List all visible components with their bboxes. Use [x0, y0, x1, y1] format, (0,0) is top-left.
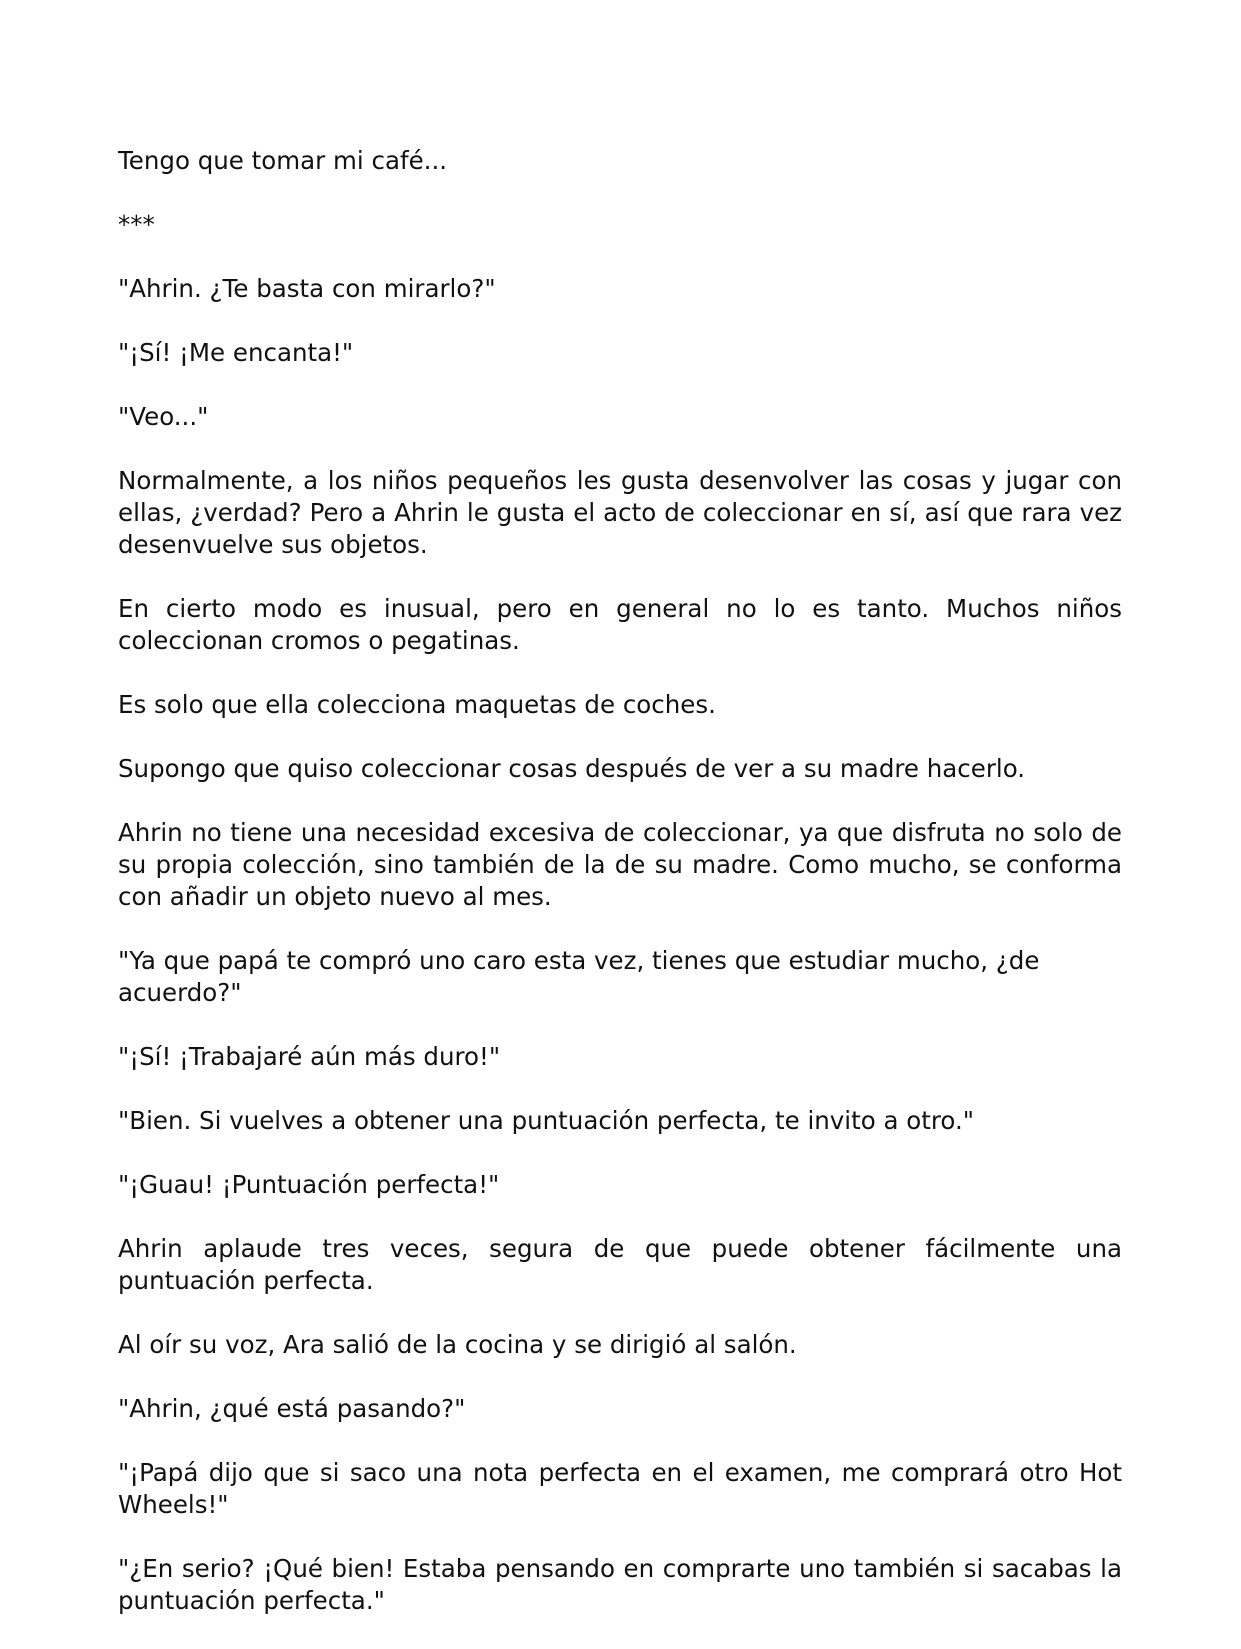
- dialogue-line: "Ahrin, ¿qué está pasando?": [118, 1394, 466, 1423]
- paragraph: Es solo que ella colecciona maquetas de coches.: [118, 690, 716, 719]
- paragraph: Tengo que tomar mi café...: [118, 146, 448, 175]
- paragraph: Al oír su voz, Ara salió de la cocina y se dirigió al salón.: [118, 1330, 797, 1359]
- paragraph: En cierto modo es inusual, pero en general no lo es tanto. Muchos niños coleccionan cromos o pegatinas.: [118, 594, 1122, 655]
- paragraph: Ahrin aplaude tres veces, segura de que puede obtener fácilmente una puntuación perfecta.: [118, 1234, 1122, 1295]
- paragraph: Supongo que quiso coleccionar cosas después de ver a su madre hacerlo.: [118, 754, 1026, 783]
- dialogue-line: "¿En serio? ¡Qué bien! Estaba pensando en comprarte uno también si sacabas la puntuación perfecta.": [118, 1554, 1122, 1615]
- dialogue-line: "¡Sí! ¡Trabajaré aún más duro!": [118, 1042, 501, 1071]
- dialogue-line: "Ahrin. ¿Te basta con mirarlo?": [118, 274, 496, 303]
- dialogue-line: "Ya que papá te compró uno caro esta vez, tienes que estudiar mucho, ¿de acuerdo?": [118, 946, 1040, 1007]
- dialogue-line: "¡Guau! ¡Puntuación perfecta!": [118, 1170, 500, 1199]
- paragraph: Ahrin no tiene una necesidad excesiva de coleccionar, ya que disfruta no solo de su propia colección, sino también de la de su madre. Como mucho, se conforma con añadir un objeto nuevo al mes.: [118, 818, 1122, 911]
- dialogue-line: "Veo...": [118, 402, 209, 431]
- dialogue-line: "¡Papá dijo que si saco una nota perfecta en el examen, me comprará otro Hot Wheels!": [118, 1458, 1122, 1519]
- page-body: [118, 145, 1122, 1649]
- scene-break: ***: [118, 210, 155, 239]
- dialogue-line: "Bien. Si vuelves a obtener una puntuación perfecta, te invito a otro.": [118, 1106, 975, 1135]
- dialogue-line: "¡Sí! ¡Me encanta!": [118, 338, 354, 367]
- paragraph: Normalmente, a los niños pequeños les gusta desenvolver las cosas y jugar con ellas, ¿verdad? Pero a Ahrin le gusta el acto de coleccionar en sí, así que rara vez desenvuelve sus objetos.: [118, 466, 1122, 559]
